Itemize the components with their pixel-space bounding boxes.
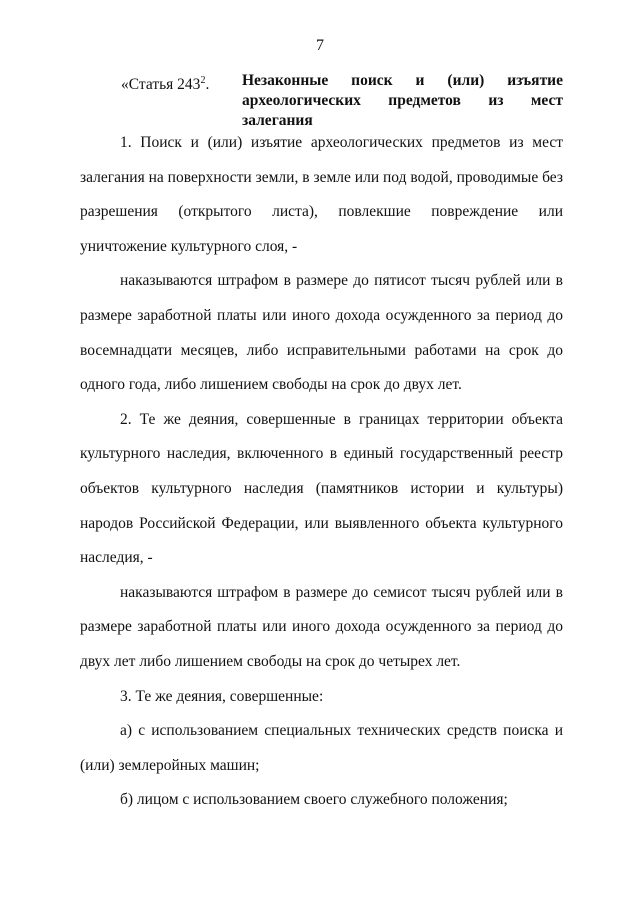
paragraph-penalty-1: наказываются штрафом в размере до пятисот тысяч рублей или в размере заработной платы или иного дохода осужденного за период до восемнадцати месяцев, либо исправительными работами на срок до одного года, либо лишением свободы на срок до двух лет. (80, 272, 563, 394)
article-title-line-2: археологических предметов из мест залегания (242, 92, 563, 129)
article-number-superscript: 2 (200, 75, 206, 86)
article-number-text: «Статья 243 (121, 76, 201, 94)
article-body (80, 126, 563, 818)
paragraph-part-2: 2. Те же деяния, совершенные в границах территории объекта культурного наследия, включенного в единый государственный реестр объектов культурного наследия (памятников истории и культуры) народов Российской Федерации, или выявленного объекта культурного наследия, - (80, 410, 563, 567)
paragraph-item-a: а) с использованием специальных технических средств поиска и (или) землеройных машин; (80, 722, 563, 774)
paragraph-penalty-2: наказываются штрафом в размере до семисот тысяч рублей или в размере заработной платы или иного дохода осужденного за период до двух лет либо лишением свободы на срок до четырех лет. (80, 583, 563, 670)
article-title (242, 71, 563, 131)
article-number (121, 71, 209, 95)
paragraph-part-3: 3. Те же деяния, совершенные: (120, 687, 324, 705)
paragraph-part-1: 1. Поиск и (или) изъятие археологических предметов из мест залегания на поверхности земли, в земле или под водой, проводимые без разрешения (открытого листа), повлекшие повреждение или уничтожение культурного слоя, - (80, 134, 563, 255)
article-number-suffix: . (205, 76, 210, 94)
page-number: 7 (316, 37, 324, 54)
article-title-line-1: Незаконные поиск и (или) изъятие (242, 72, 563, 89)
paragraph-item-b: б) лицом с использованием своего служебного положения; (120, 791, 508, 809)
